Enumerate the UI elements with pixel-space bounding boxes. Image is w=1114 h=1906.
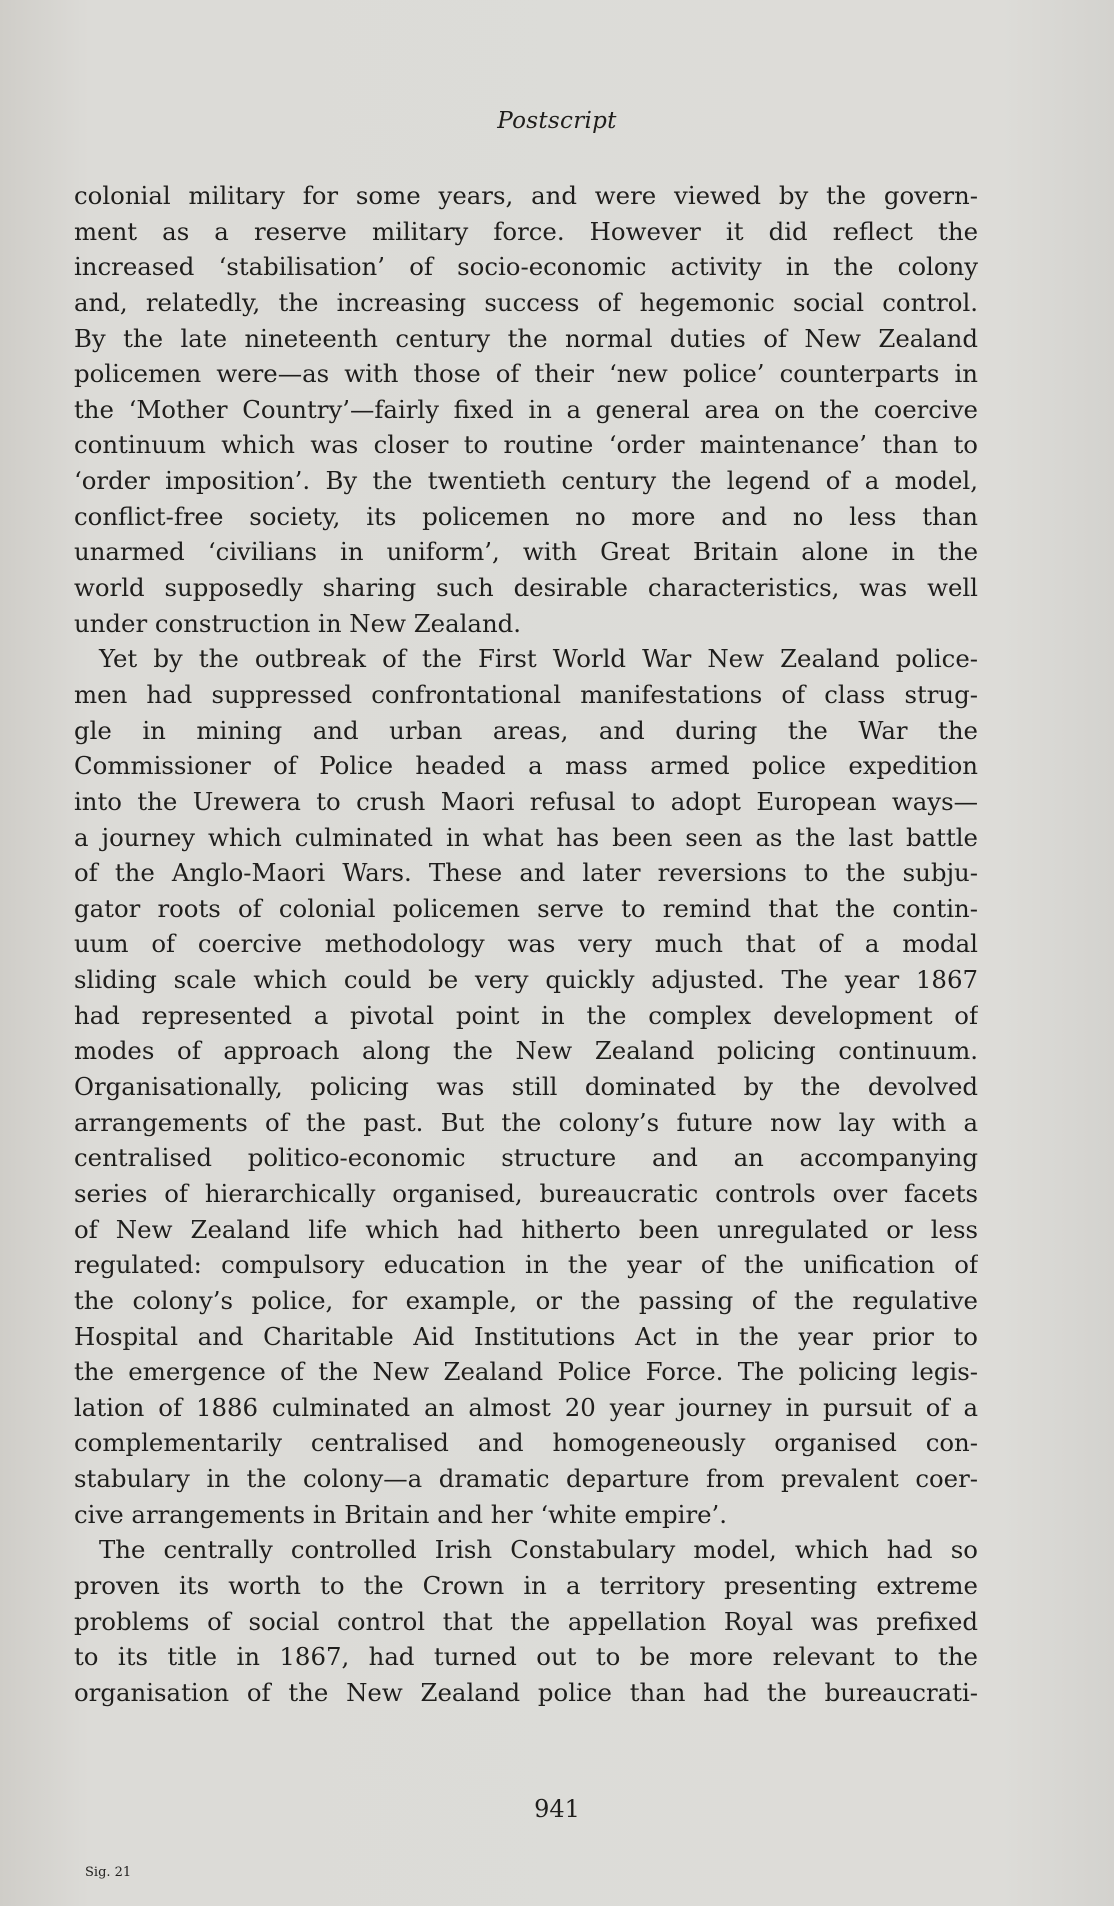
text-line: men had suppressed confrontational manifestations of class strug-	[74, 679, 978, 709]
text-line: policemen were—as with those of their ‘new police’ counterparts in	[74, 359, 978, 389]
text-line: lation of 1886 culminated an almost 20 year journey in pursuit of a	[74, 1392, 978, 1422]
text-line: gle in mining and urban areas, and during the War the	[74, 715, 978, 745]
text-line: unarmed ‘civilians in uniform’, with Great Britain alone in the	[74, 537, 978, 567]
text-line: series of hierarchically organised, bureaucratic controls over facets	[74, 1178, 978, 1208]
text-line: Organisationally, policing was still dominated by the devolved	[74, 1072, 978, 1102]
text-line: ment as a reserve military force. However it did reflect the	[74, 216, 978, 246]
text-line: continuum which was closer to routine ‘order maintenance’ than to	[74, 430, 978, 460]
paragraph	[74, 1532, 978, 1710]
text-line: By the late nineteenth century the normal duties of New Zealand	[74, 323, 978, 353]
text-line: proven its worth to the Crown in a territory presenting extreme	[74, 1570, 978, 1600]
text-line: sliding scale which could be very quickly adjusted. The year 1867	[74, 965, 978, 995]
text-line: a journey which culminated in what has been seen as the last battle	[74, 822, 978, 852]
text-line: gator roots of colonial policemen serve to remind that the contin-	[74, 893, 978, 923]
text-line: under construction in New Zealand.	[74, 608, 522, 638]
text-line: and, relatedly, the increasing success of hegemonic social control.	[74, 287, 978, 317]
text-line: the emergence of the New Zealand Police Force. The policing legis-	[74, 1357, 978, 1387]
text-line: increased ‘stabilisation’ of socio-economic activity in the colony	[74, 252, 978, 282]
text-line: of New Zealand life which had hitherto been unregulated or less	[74, 1214, 978, 1244]
text-line: ‘order imposition’. By the twentieth century the legend of a model,	[74, 466, 978, 496]
text-line: centralised politico-economic structure and an accompanying	[74, 1143, 978, 1173]
text-line: modes of approach along the New Zealand policing continuum.	[74, 1036, 978, 1066]
text-line: the ‘Mother Country’—fairly fixed in a general area on the coercive	[74, 394, 978, 424]
text-line: into the Urewera to crush Maori refusal to adopt European ways—	[74, 786, 978, 816]
text-line: colonial military for some years, and were viewed by the govern-	[74, 181, 978, 210]
text-line: arrangements of the past. But the colony’s future now lay with a	[74, 1107, 978, 1137]
text-line: The centrally controlled Irish Constabulary model, which had so	[99, 1535, 978, 1565]
text-line: the colony’s police, for example, or the passing of the regulative	[74, 1285, 978, 1315]
text-line: world supposedly sharing such desirable characteristics, was well	[74, 573, 978, 603]
text-line: had represented a pivotal point in the complex development of	[74, 1000, 978, 1030]
text-line: Yet by the outbreak of the First World War New Zealand police-	[99, 644, 978, 674]
text-line: stabulary in the colony—a dramatic departure from prevalent coer-	[74, 1464, 978, 1494]
body-text	[74, 178, 978, 1711]
paragraph	[74, 178, 978, 641]
signature-mark: Sig. 21	[85, 1865, 132, 1880]
text-line: regulated: compulsory education in the year of the unification of	[74, 1250, 978, 1280]
text-line: to its title in 1867, had turned out to be more relevant to the	[74, 1642, 978, 1672]
text-line: of the Anglo-Maori Wars. These and later reversions to the subju-	[74, 858, 978, 888]
page-number: 941	[534, 1795, 580, 1823]
text-line: organisation of the New Zealand police than had the bureaucrati-	[74, 1677, 978, 1707]
text-line: Hospital and Charitable Aid Institutions Act in the year prior to	[74, 1321, 978, 1351]
text-line: conflict-free society, its policemen no more and no less than	[74, 501, 978, 531]
text-line: Commissioner of Police headed a mass armed police expedition	[74, 751, 978, 781]
text-line: complementarily centralised and homogeneously organised con-	[74, 1428, 978, 1458]
running-head: Postscript	[497, 108, 617, 134]
text-line: cive arrangements in Britain and her ‘white empire’.	[74, 1499, 728, 1529]
text-line: problems of social control that the appellation Royal was prefixed	[74, 1606, 978, 1636]
text-line: uum of coercive methodology was very much that of a modal	[74, 929, 978, 959]
paragraph	[74, 641, 978, 1532]
